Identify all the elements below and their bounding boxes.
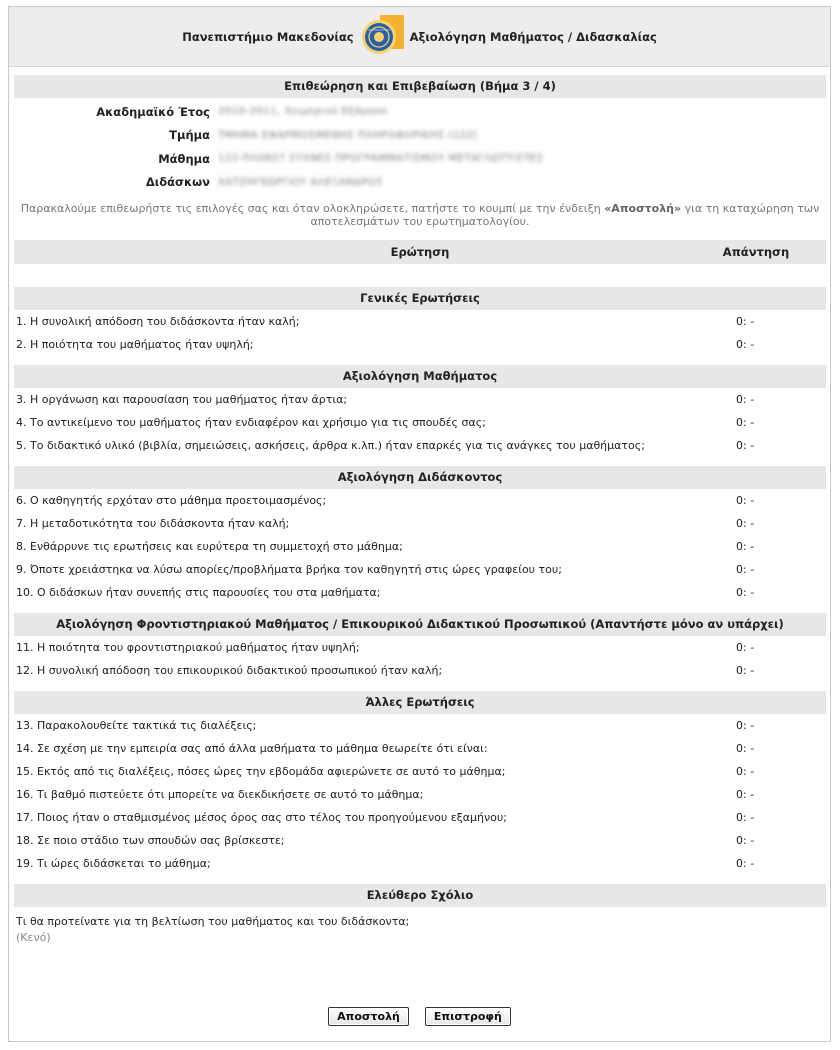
question-text: 5. Το διδακτικό υλικό (βιβλία, σημειώσεις, ασκήσεις, άρθρα κ.λπ.) ήταν επαρκές για τις ανάγκες του μαθήματος; bbox=[16, 439, 645, 452]
question-text: 4. Το αντικείμενο του μαθήματος ήταν ενδιαφέρον και χρήσιμο για τις σπουδές σας; bbox=[16, 416, 486, 429]
question-text: 13. Παρακολουθείτε τακτικά τις διαλέξεις; bbox=[16, 719, 257, 732]
question-section bbox=[14, 388, 826, 457]
info-row-teacher bbox=[14, 171, 826, 195]
answer-value: 0: - bbox=[736, 586, 755, 599]
page-header bbox=[9, 7, 830, 67]
answer-value: 0: - bbox=[736, 439, 755, 452]
question-row bbox=[14, 333, 826, 356]
notice-text-after: για τη καταχώρηση των αποτελεσμάτων του ερωτηματολογίου. bbox=[310, 202, 820, 228]
question-text: 11. Η ποιότητα του φροντιστηριακού μαθήματος ήταν υψηλή; bbox=[16, 641, 360, 654]
question-row bbox=[14, 714, 826, 737]
question-text: 15. Εκτός από τις διαλέξεις, πόσες ώρες την εβδομάδα αφιερώνετε σε αυτό το μάθημα; bbox=[16, 765, 506, 778]
question-text: 16. Τι βαθμό πιστεύετε ότι μπορείτε να διεκδικήσετε σε αυτό το μάθημα; bbox=[16, 788, 424, 801]
question-row bbox=[14, 806, 826, 829]
free-comment-title: Ελεύθερο Σχόλιο bbox=[14, 884, 826, 907]
question-sections bbox=[14, 287, 826, 875]
free-comment-question: Τι θα προτείνατε για τη βελτίωση του μαθήματος και του διδάσκοντα; bbox=[16, 915, 410, 928]
question-row bbox=[14, 636, 826, 659]
question-row bbox=[14, 659, 826, 682]
question-text: 8. Ενθάρρυνε τις ερωτήσεις και ευρύτερα τη συμμετοχή στο μάθημα; bbox=[16, 540, 403, 553]
section-title: Αξιολόγηση Μαθήματος bbox=[14, 365, 826, 388]
answer-value: 0: - bbox=[736, 719, 755, 732]
question-row bbox=[14, 737, 826, 760]
question-text: 14. Σε σχέση με την εμπειρία σας από άλλα μαθήματα το μάθημα θεωρείτε ότι είναι: bbox=[16, 742, 488, 755]
section-title: Αξιολόγηση Φροντιστηριακού Μαθήματος / Επικουρικού Διδακτικού Προσωπικού (Απαντήστε μόνο αν υπάρχει) bbox=[14, 613, 826, 636]
answer-column-header: Απάντηση bbox=[722, 245, 790, 259]
question-row bbox=[14, 434, 826, 457]
question-row bbox=[14, 411, 826, 434]
question-section bbox=[14, 489, 826, 604]
question-section bbox=[14, 714, 826, 875]
question-row bbox=[14, 489, 826, 512]
answer-value: 0: - bbox=[736, 494, 755, 507]
back-button[interactable]: Επιστροφή bbox=[425, 1007, 511, 1026]
page-frame bbox=[8, 6, 831, 1042]
question-text: 3. Η οργάνωση και παρουσίαση του μαθήματος ήταν άρτια; bbox=[16, 393, 348, 406]
answer-value: 0: - bbox=[736, 834, 755, 847]
question-column-header: Ερώτηση bbox=[390, 245, 450, 259]
course-value: 122-ΠΛ0827 ΣΥΧΝΕΣ ΠΡΟΓΡΑΜΜΑΤΙΣΜΟΥ ΜΕΤΑΓΛΩΤΤΙΣΤΕΣ bbox=[218, 153, 544, 165]
question-row bbox=[14, 581, 826, 604]
teacher-label: Διδάσκων bbox=[145, 175, 210, 190]
department-value: ΤΜΗΜΑ ΕΦΑΡΜΟΣΜΕΝΗΣ ΠΛΗΡΟΦΟΡΙΚΗΣ (122) bbox=[218, 129, 478, 141]
question-row bbox=[14, 829, 826, 852]
answer-value: 0: - bbox=[736, 517, 755, 530]
answer-value: 0: - bbox=[736, 641, 755, 654]
question-text: 17. Ποιος ήταν ο σταθμισμένος μέσος όρος σας στο τέλος του προηγούμενου εξαμήνου; bbox=[16, 811, 507, 824]
question-text: 1. Η συνολική απόδοση του διδάσκοντα ήταν καλή; bbox=[16, 315, 300, 328]
table-header bbox=[14, 240, 826, 264]
teacher-value: ΧΑΤΖΗΓΕΩΡΓΙΟΥ ΑΛΕΞΑΝΔΡΟΣ bbox=[218, 176, 384, 188]
question-section bbox=[14, 310, 826, 356]
question-text: 7. Η μεταδοτικότητα του διδάσκοντα ήταν καλή; bbox=[16, 517, 290, 530]
year-value: 2010-2011, Χειμερινό Εξάμηνο bbox=[218, 106, 388, 118]
info-row-course bbox=[14, 147, 826, 171]
question-text: 2. Η ποιότητα του μαθήματος ήταν υψηλή; bbox=[16, 338, 254, 351]
action-buttons bbox=[9, 1007, 830, 1026]
question-text: 19. Τι ώρες διδάσκεται το μάθημα; bbox=[16, 857, 211, 870]
answer-value: 0: - bbox=[736, 563, 755, 576]
question-row bbox=[14, 310, 826, 333]
university-seal-icon bbox=[360, 15, 404, 59]
answer-value: 0: - bbox=[736, 742, 755, 755]
question-row bbox=[14, 852, 826, 875]
question-text: 6. Ο καθηγητής ερχόταν στο μάθημα προετοιμασμένος; bbox=[16, 494, 327, 507]
answer-value: 0: - bbox=[736, 338, 755, 351]
section-title: Άλλες Ερωτήσεις bbox=[14, 691, 826, 714]
submit-button[interactable]: Αποστολή bbox=[328, 1007, 409, 1026]
question-text: 9. Όποτε χρειάστηκα να λύσω απορίες/προβλήματα βρήκα τον καθηγητή στις ώρες γραφείου του; bbox=[16, 563, 562, 576]
course-info bbox=[14, 100, 826, 194]
question-row bbox=[14, 783, 826, 806]
answer-value: 0: - bbox=[736, 540, 755, 553]
answer-value: 0: - bbox=[736, 393, 755, 406]
answer-value: 0: - bbox=[736, 765, 755, 778]
answer-value: 0: - bbox=[736, 811, 755, 824]
university-name: Πανεπιστήμιο Μακεδονίας bbox=[182, 29, 354, 44]
free-comment-answer: (Κενό) bbox=[16, 931, 51, 944]
year-label: Ακαδημαϊκό Έτος bbox=[96, 104, 210, 119]
instructions-notice bbox=[14, 194, 826, 234]
question-text: 10. Ο διδάσκων ήταν συνεπής στις παρουσίες του στα μαθήματα; bbox=[16, 586, 381, 599]
answer-value: 0: - bbox=[736, 857, 755, 870]
course-label: Μάθημα bbox=[158, 151, 210, 166]
info-row-department bbox=[14, 124, 826, 148]
question-row bbox=[14, 535, 826, 558]
answer-value: 0: - bbox=[736, 788, 755, 801]
answer-value: 0: - bbox=[736, 664, 755, 677]
question-text: 12. Η συνολική απόδοση του επικουρικού διδακτικού προσωπικού ήταν καλή; bbox=[16, 664, 443, 677]
notice-text-before: Παρακαλούμε επιθεωρήστε τις επιλογές σας και όταν ολοκληρώσετε, πατήστε το κουμπί με την ένδειξη bbox=[20, 202, 605, 215]
question-row bbox=[14, 558, 826, 581]
section-title: Αξιολόγηση Διδάσκοντος bbox=[14, 466, 826, 489]
question-section bbox=[14, 636, 826, 682]
section-title: Γενικές Ερωτήσεις bbox=[14, 287, 826, 310]
review-content bbox=[14, 75, 826, 946]
question-row bbox=[14, 512, 826, 535]
question-row bbox=[14, 388, 826, 411]
info-row-year bbox=[14, 100, 826, 124]
system-title: Αξιολόγηση Μαθήματος / Διδασκαλίας bbox=[409, 29, 657, 44]
question-row bbox=[14, 760, 826, 783]
department-label: Τμήμα bbox=[169, 128, 210, 143]
question-text: 18. Σε ποιο στάδιο των σπουδών σας βρίσκεστε; bbox=[16, 834, 285, 847]
answer-value: 0: - bbox=[736, 416, 755, 429]
answer-value: 0: - bbox=[736, 315, 755, 328]
review-title: Επιθεώρηση και Επιβεβαίωση (Βήμα 3 / 4) bbox=[14, 75, 826, 98]
notice-submit-emphasis: «Αποστολή» bbox=[604, 202, 682, 215]
